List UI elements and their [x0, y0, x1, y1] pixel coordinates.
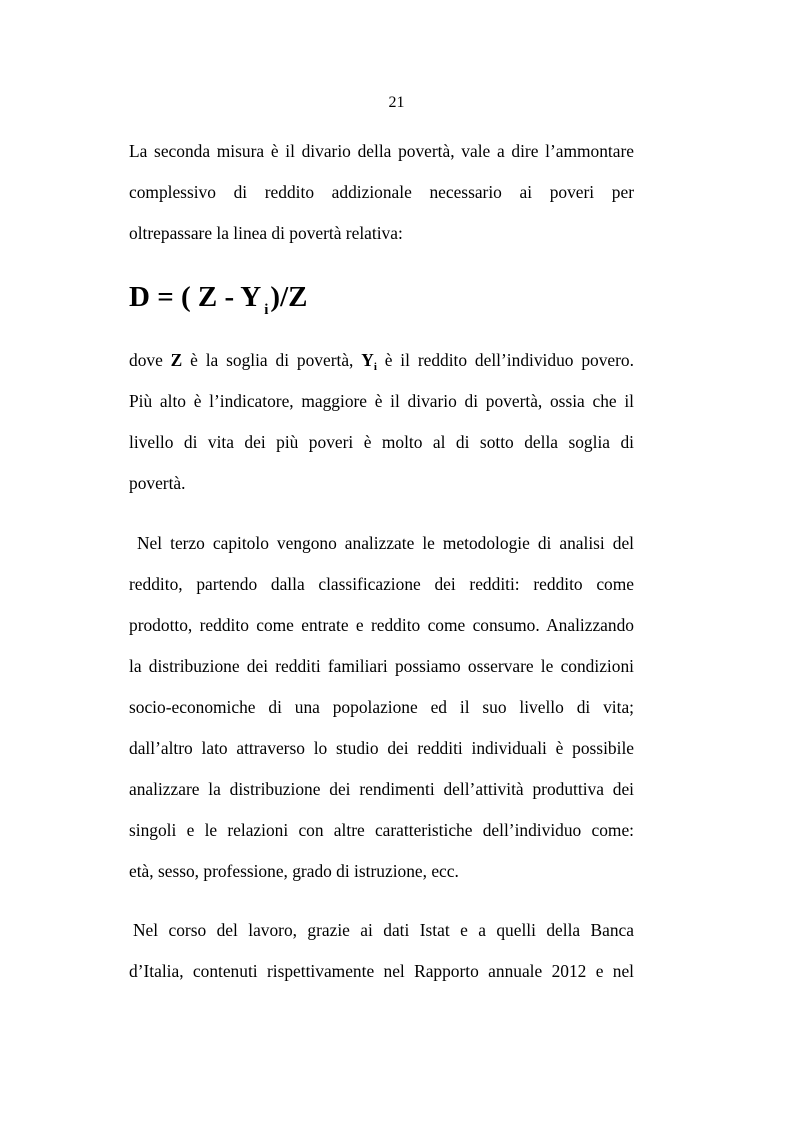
- text-line: la distribuzione dei redditi familiari possiamo osservare le condizioni: [129, 656, 634, 676]
- paragraph-poverty-gap-intro: [129, 131, 634, 254]
- text-line: età, sesso, professione, grado di istruzione, ecc.: [129, 861, 459, 881]
- text-line: povertà.: [129, 473, 186, 493]
- page-number: 21: [388, 94, 405, 111]
- text-line: Nel corso del lavoro, grazie ai dati Istat e a quelli della Banca: [133, 920, 634, 940]
- text-soglia: è la soglia di povertà,: [190, 350, 354, 370]
- formula-subscript: i: [264, 302, 269, 318]
- paragraph-third-chapter: [129, 523, 634, 892]
- text-reddito-individuo: è il reddito dell’individuo povero.: [384, 350, 634, 370]
- text-line: analizzare la distribuzione dei rendimenti dell’attività produttiva dei: [129, 779, 634, 799]
- symbol-y-subscript: i: [373, 361, 377, 373]
- text-line: Più alto è l’indicatore, maggiore è il divario di povertà, ossia che il: [129, 391, 634, 411]
- text-line: oltrepassare la linea di povertà relativa:: [129, 223, 403, 243]
- paragraph-course-of-work: [129, 910, 634, 992]
- text-line: prodotto, reddito come entrate e reddito come consumo. Analizzando: [129, 615, 634, 635]
- text-dove: dove: [129, 350, 163, 370]
- formula-rhs: )/Z: [270, 281, 308, 313]
- text-line: reddito, partendo dalla classificazione dei redditi: reddito come: [129, 574, 634, 594]
- text-line: Nel terzo capitolo vengono analizzate le metodologie di analisi del: [137, 533, 634, 553]
- symbol-z: Z: [170, 350, 183, 370]
- text-line: socio-economiche di una popolazione ed il suo livello di vita;: [129, 697, 634, 717]
- text-line: dall’altro lato attraverso lo studio dei redditi individuali è possibile: [129, 738, 634, 758]
- text-line: complessivo di reddito addizionale necessario ai poveri per: [129, 182, 634, 202]
- paragraph-formula-explanation: [129, 340, 634, 504]
- text-line: livello di vita dei più poveri è molto al di sotto della soglia di: [129, 432, 634, 452]
- text-line: La seconda misura è il divario della povertà, vale a dire l’ammontare: [129, 141, 634, 161]
- text-line: singoli e le relazioni con altre caratteristiche dell’individuo come:: [129, 820, 634, 840]
- text-line: d’Italia, contenuti rispettivamente nel Rapporto annuale 2012 e nel: [129, 961, 634, 981]
- poverty-gap-formula: [129, 277, 307, 322]
- text-line: [129, 340, 634, 381]
- symbol-y: Y: [361, 350, 374, 370]
- formula-lhs: D = ( Z - Y: [129, 281, 262, 313]
